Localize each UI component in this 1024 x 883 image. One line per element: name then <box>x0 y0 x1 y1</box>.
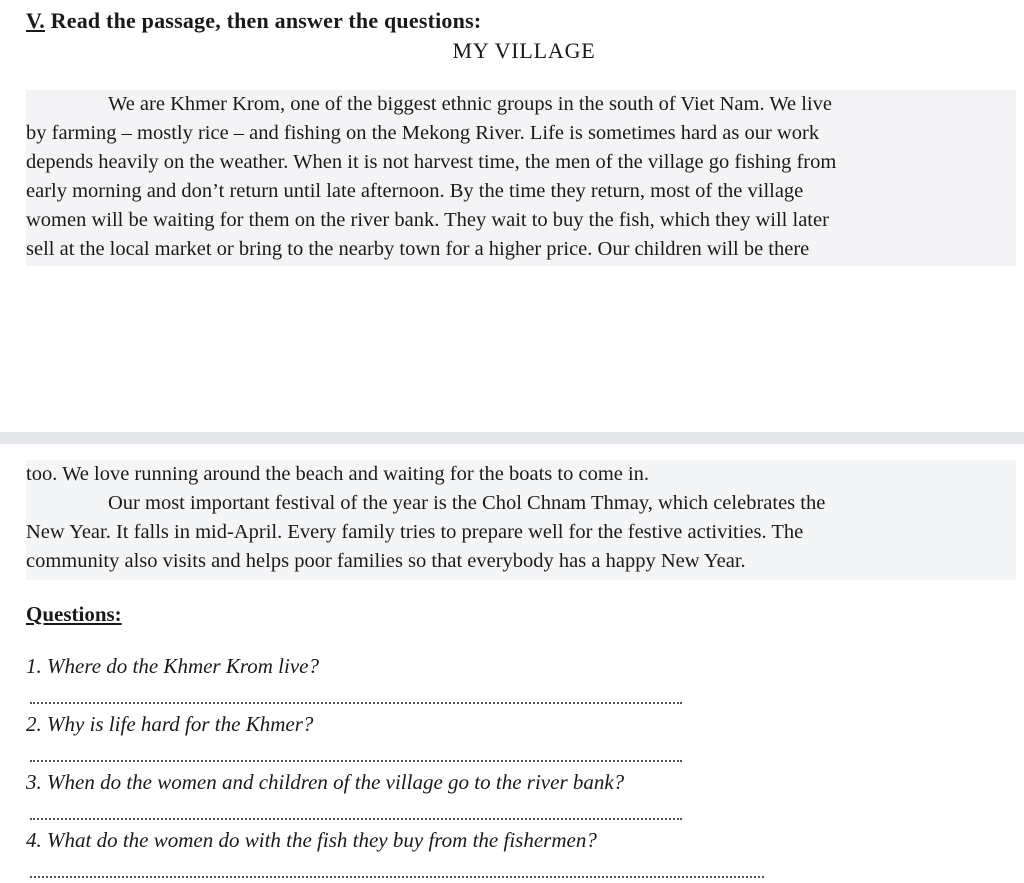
passage-title: MY VILLAGE <box>452 38 596 63</box>
question-4: 4. What do the women do with the fish they buy from the fishermen? <box>26 828 597 852</box>
section-heading <box>26 8 481 34</box>
passage-paragraph-2 <box>26 460 1016 580</box>
passage-line: by farming – mostly rice – and fishing on the Mekong River. Life is sometimes hard as our work <box>26 122 820 144</box>
questions-heading: Questions: <box>26 602 122 626</box>
answer-line-3[interactable] <box>30 818 682 820</box>
question-1: 1. Where do the Khmer Krom live? <box>26 654 319 678</box>
passage-paragraph-1 <box>26 90 1016 266</box>
question-3: 3. When do the women and children of the village go to the river bank? <box>26 770 625 794</box>
blank-gap <box>0 266 1024 432</box>
passage-line: community also visits and helps poor families so that everybody has a happy New Year. <box>26 550 746 572</box>
section-instruction: Read the passage, then answer the questions: <box>44 8 482 33</box>
passage-line: Our most important festival of the year is the Chol Chnam Thmay, which celebrates the <box>108 492 826 514</box>
passage-line: sell at the local market or bring to the nearby town for a higher price. Our children will be there <box>26 238 810 260</box>
answer-line-4[interactable] <box>30 876 764 878</box>
passage-line: We are Khmer Krom, one of the biggest ethnic groups in the south of Viet Nam. We live <box>108 93 832 115</box>
section-number: V. <box>26 8 45 33</box>
passage-line: New Year. It falls in mid-April. Every family tries to prepare well for the festive activities. The <box>26 521 804 543</box>
answer-line-2[interactable] <box>30 760 682 762</box>
answer-line-1[interactable] <box>30 702 682 704</box>
passage-line: early morning and don’t return until late afternoon. By the time they return, most of the village <box>26 180 804 202</box>
question-2: 2. Why is life hard for the Khmer? <box>26 712 314 736</box>
page-break-band <box>0 432 1024 444</box>
passage-line: too. We love running around the beach and waiting for the boats to come in. <box>26 463 650 485</box>
passage-line: women will be waiting for them on the river bank. They wait to buy the fish, which they will later <box>26 209 829 231</box>
passage-line: depends heavily on the weather. When it is not harvest time, the men of the village go fishing from <box>26 151 837 173</box>
